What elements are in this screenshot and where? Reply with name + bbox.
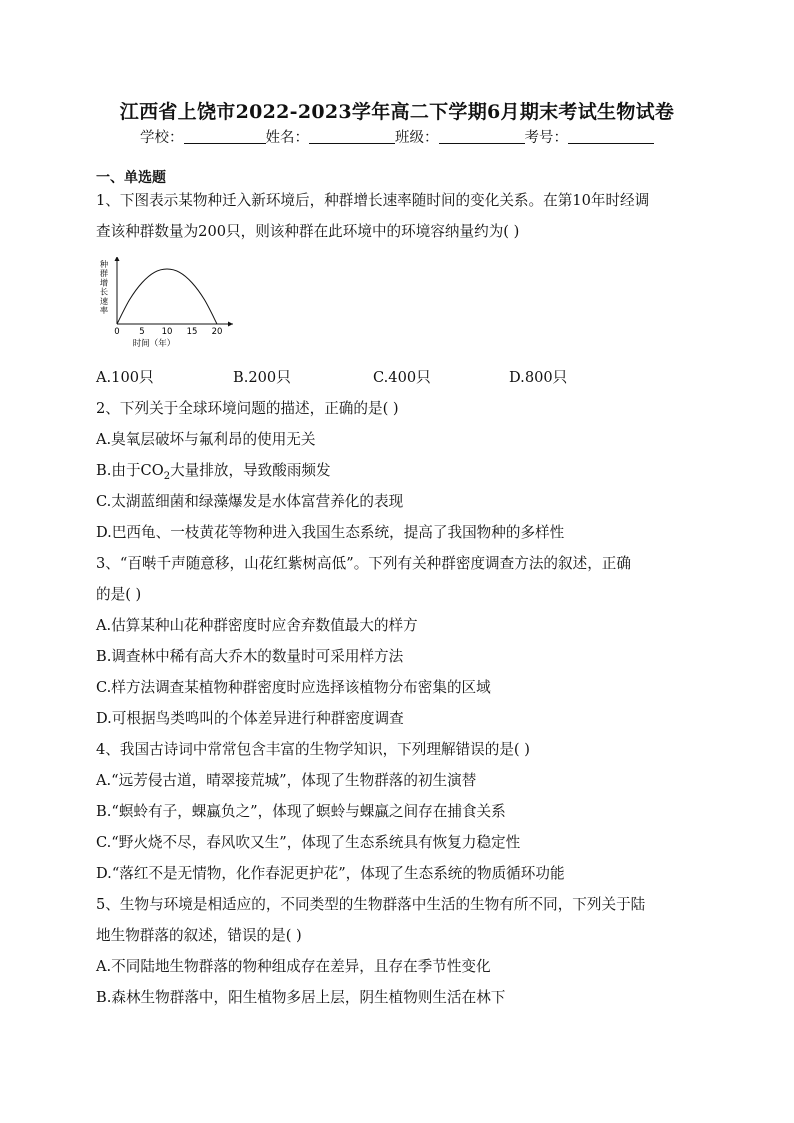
q1-option-d[interactable]: D.800只 <box>509 369 568 386</box>
chart-x-ticks <box>114 327 222 337</box>
exam-title: 江西省上饶市2022-2023学年高二下学期6月期末考试生物试卷 <box>119 101 675 123</box>
q2-option-b-post: 大量排放，导致酸雨频发 <box>170 462 331 479</box>
q5-stem-line2: 地生物群落的叙述，错误的是( ) <box>96 927 302 944</box>
q2-option-b-pre: B.由于CO <box>96 462 164 479</box>
section-title: 一、单选题 <box>96 170 166 186</box>
x-tick-label: 5 <box>139 327 145 337</box>
chart-y-axis-label <box>100 259 109 315</box>
q4-option-b[interactable]: B.“螟蛉有子，蜾蠃负之”，体现了螟蛉与蜾蠃之间存在捕食关系 <box>96 803 506 820</box>
class-label: 班级： <box>395 130 439 146</box>
y-label-char: 增 <box>99 277 109 288</box>
q3-option-a[interactable]: A.估算某种山花种群密度时应舍弃数值最大的样方 <box>96 617 418 634</box>
q5-option-a[interactable]: A.不同陆地生物群落的物种组成存在差异，且存在季节性变化 <box>96 958 491 975</box>
y-label-char: 群 <box>99 268 109 279</box>
y-label-char: 速 <box>99 295 109 306</box>
q1-option-b[interactable]: B.200只 <box>233 369 291 386</box>
y-label-char: 长 <box>99 286 109 297</box>
q1-stem-line2: 查该种群数量为200只，则该种群在此环境中的环境容纳量约为( ) <box>96 223 520 240</box>
y-label-char: 种 <box>99 259 109 269</box>
q2-option-a[interactable]: A.臭氧层破坏与氟利昂的使用无关 <box>96 431 316 448</box>
q1-stem-line1: 1、下图表示某物种迁入新环境后，种群增长速率随时间的变化关系。在第10年时经调 <box>96 192 650 209</box>
q1-option-c[interactable]: C.400只 <box>373 369 431 386</box>
q4-option-a[interactable]: A.“远芳侵古道，晴翠接荒城”，体现了生物群落的初生演替 <box>96 772 477 789</box>
x-tick-label: 20 <box>211 327 223 337</box>
name-blank[interactable] <box>309 129 395 144</box>
q3-option-c[interactable]: C.样方法调查某植物种群密度时应选择该植物分布密集的区域 <box>96 679 491 696</box>
q2-option-c[interactable]: C.太湖蓝细菌和绿藻爆发是水体富营养化的表现 <box>96 493 404 510</box>
growth-rate-curve <box>117 269 217 324</box>
q3-stem-line2: 的是( ) <box>96 586 142 603</box>
school-label: 学校： <box>140 130 184 146</box>
x-tick-label: 0 <box>114 327 120 337</box>
q2-stem: 2、下列关于全球环境问题的描述，正确的是( ) <box>96 400 399 417</box>
q2-option-d[interactable]: D.巴西龟、一枝黄花等物种进入我国生态系统，提高了我国物种的多样性 <box>96 524 565 541</box>
class-blank[interactable] <box>439 129 525 144</box>
school-blank[interactable] <box>184 129 266 144</box>
x-axis-arrow <box>228 322 233 327</box>
q2-option-b-subscript: 2 <box>163 470 171 482</box>
student-info-row <box>0 126 794 147</box>
q4-option-c[interactable]: C.“野火烧不尽，春风吹又生”，体现了生态系统具有恢复力稳定性 <box>96 834 521 851</box>
q1-option-a[interactable]: A.100只 <box>96 369 154 386</box>
chart-axes <box>115 257 234 327</box>
q3-stem-line1: 3、“百啭千声随意移，山花红紫树高低”。下列有关种群密度调查方法的叙述，正确 <box>96 555 631 572</box>
chart-x-axis-label: 时间（年） <box>132 339 176 349</box>
q5-option-b[interactable]: B.森林生物群落中，阳生植物多居上层，阴生植物则生活在林下 <box>96 989 506 1006</box>
y-label-char: 率 <box>99 305 109 315</box>
q2-option-b[interactable] <box>96 459 331 482</box>
number-label: 考号： <box>524 130 568 146</box>
q4-stem: 4、我国古诗词中常常包含丰富的生物学知识，下列理解错误的是( ) <box>96 741 530 758</box>
name-label: 姓名： <box>265 130 309 146</box>
q5-stem-line1: 5、生物与环境是相适应的，不同类型的生物群落中生活的生物有所不同，下列关于陆 <box>96 896 646 913</box>
q3-option-b[interactable]: B.调查林中稀有高大乔木的数量时可采用样方法 <box>96 648 404 665</box>
x-tick-label: 15 <box>186 327 198 337</box>
q3-option-d[interactable]: D.可根据鸟类鸣叫的个体差异进行种群密度调查 <box>96 710 404 727</box>
number-blank[interactable] <box>568 129 654 144</box>
q4-option-d[interactable]: D.“落红不是无情物，化作春泥更护花”，体现了生态系统的物质循环功能 <box>96 865 565 882</box>
x-tick-label: 10 <box>161 327 173 337</box>
y-axis-arrow <box>115 257 120 261</box>
growth-rate-chart <box>96 257 246 349</box>
